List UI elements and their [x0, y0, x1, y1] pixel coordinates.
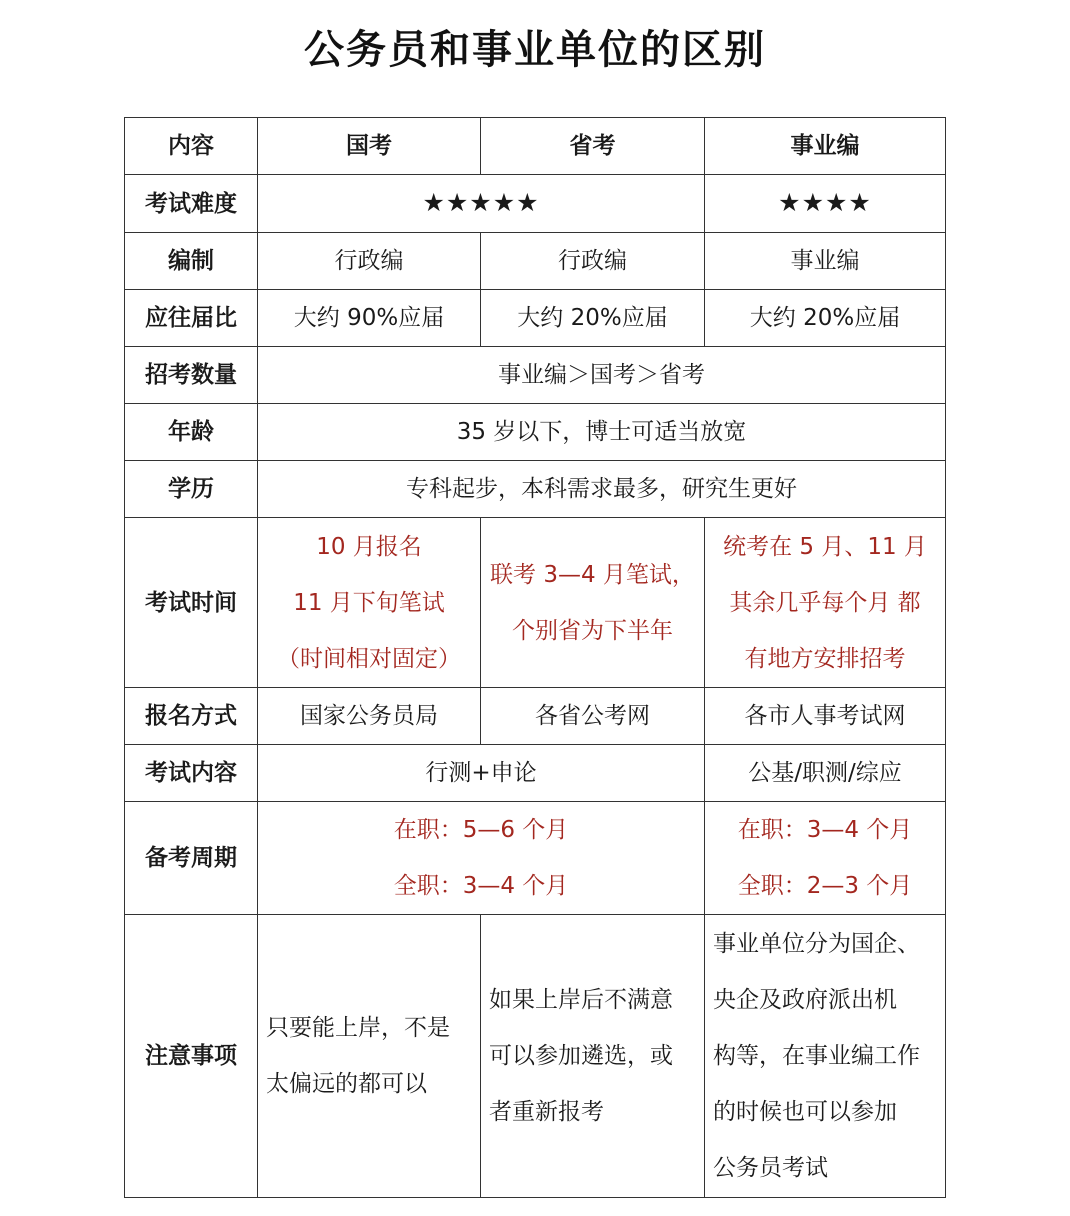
- exam-time-sk-line: 联考 3—4 月笔试，: [490, 561, 695, 588]
- header-shiyebian: 事业编: [705, 118, 946, 175]
- bianzhi-gk: 行政编: [258, 233, 481, 290]
- table-row: [125, 688, 946, 745]
- difficulty-gk-sk: [258, 175, 705, 233]
- exam-time-gk-line: 10 月报名: [316, 533, 422, 560]
- fresh-ratio-sk: 大约 20%应届: [481, 290, 705, 347]
- notes-gk: [258, 915, 481, 1198]
- content-gk-sk: 行测+申论: [258, 745, 705, 802]
- notes-sy-line: 事业单位分为国企、: [713, 931, 920, 957]
- quantity-value: 事业编＞国考＞省考: [258, 347, 946, 404]
- table-row: [125, 745, 946, 802]
- star-rating: ★★★★: [778, 188, 872, 217]
- exam-time-sy-line: 统考在 5 月、11 月: [723, 533, 927, 560]
- prep-gk-sk-line: 全职：3—4 个月: [393, 873, 569, 899]
- row-label-prep: 备考周期: [125, 802, 258, 915]
- notes-sy-line: 的时候也可以参加: [713, 1099, 897, 1125]
- row-label-notes: 注意事项: [125, 915, 258, 1198]
- prep-gk-sk: [258, 802, 705, 915]
- exam-time-sy: [705, 518, 946, 688]
- notes-sy: [705, 915, 946, 1198]
- row-label-exam-time: 考试时间: [125, 518, 258, 688]
- header-shengkao: 省考: [481, 118, 705, 175]
- notes-gk-line: 只要能上岸，不是: [266, 1015, 450, 1041]
- comparison-table: [124, 117, 946, 1198]
- notes-sy-line: 公务员考试: [713, 1155, 828, 1181]
- exam-time-gk-line: 11 月下旬笔试: [293, 589, 445, 616]
- notes-gk-line: 太偏远的都可以: [266, 1071, 427, 1097]
- exam-time-gk: [258, 518, 481, 688]
- star-rating: ★★★★★: [422, 188, 540, 217]
- notes-sk-line: 者重新报考: [489, 1099, 604, 1125]
- prep-sy-line: 在职：3—4 个月: [737, 817, 913, 843]
- signup-gk: 国家公务员局: [258, 688, 481, 745]
- exam-time-sy-line: 其余几乎每个月 都: [729, 589, 921, 616]
- row-label-age: 年龄: [125, 404, 258, 461]
- exam-time-sk-line: 个别省为下半年: [512, 617, 673, 644]
- prep-sy: [705, 802, 946, 915]
- header-guokao: 国考: [258, 118, 481, 175]
- age-value: 35 岁以下，博士可适当放宽: [258, 404, 946, 461]
- signup-sy: 各市人事考试网: [705, 688, 946, 745]
- prep-gk-sk-line: 在职：5—6 个月: [393, 817, 569, 843]
- row-label-education: 学历: [125, 461, 258, 518]
- table-row: [125, 175, 946, 233]
- notes-sk: [481, 915, 705, 1198]
- page-title: 公务员和事业单位的区别: [304, 27, 766, 73]
- notes-sy-line: 构等，在事业编工作: [713, 1043, 920, 1069]
- fresh-ratio-sy: 大约 20%应届: [705, 290, 946, 347]
- row-label-fresh-ratio: 应往届比: [125, 290, 258, 347]
- table-row: [125, 518, 946, 688]
- table-header-row: [125, 118, 946, 175]
- row-label-quantity: 招考数量: [125, 347, 258, 404]
- table-row: [125, 915, 946, 1198]
- fresh-ratio-gk: 大约 90%应届: [258, 290, 481, 347]
- row-label-bianzhi: 编制: [125, 233, 258, 290]
- exam-time-sy-line: 有地方安排招考: [744, 645, 906, 672]
- exam-time-sk: [481, 518, 705, 688]
- education-value: 专科起步，本科需求最多，研究生更好: [258, 461, 946, 518]
- notes-sy-line: 央企及政府派出机: [713, 987, 897, 1013]
- difficulty-sy: [705, 175, 946, 233]
- table-row: [125, 233, 946, 290]
- row-label-difficulty: 考试难度: [125, 175, 258, 233]
- notes-sk-line: 如果上岸后不满意: [489, 987, 673, 1013]
- table-row: [125, 404, 946, 461]
- bianzhi-sy: 事业编: [705, 233, 946, 290]
- row-label-signup: 报名方式: [125, 688, 258, 745]
- notes-sk-line: 可以参加遴选，或: [489, 1043, 673, 1069]
- content-sy: 公基/职测/综应: [705, 745, 946, 802]
- table-row: [125, 347, 946, 404]
- signup-sk: 各省公考网: [481, 688, 705, 745]
- table-row: [125, 461, 946, 518]
- bianzhi-sk: 行政编: [481, 233, 705, 290]
- table-row: [125, 290, 946, 347]
- table-row: [125, 802, 946, 915]
- prep-sy-line: 全职：2—3 个月: [737, 873, 913, 899]
- row-label-content: 考试内容: [125, 745, 258, 802]
- exam-time-gk-line: （时间相对固定）: [277, 645, 461, 672]
- header-content: 内容: [125, 118, 258, 175]
